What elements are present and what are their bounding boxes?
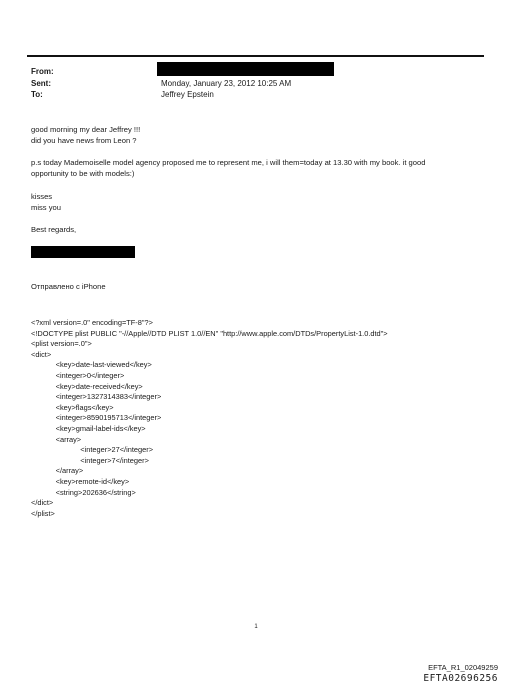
page-number: 1 (254, 624, 258, 630)
sent-label: Sent: (31, 79, 51, 88)
ps-line-1: p.s today Mademoiselle model agency proposed me to represent me, i will them=today at 13.30 with my book. it good (31, 158, 426, 167)
greeting-line-2: did you have news from Leon ? (31, 136, 137, 145)
to-label: To: (31, 90, 43, 99)
xml-line: <integer>0</integer> (31, 370, 125, 380)
to-value: Jeffrey Epstein (161, 90, 214, 99)
xml-line: <key>date-received</key> (31, 381, 143, 391)
signature-redaction (31, 246, 135, 258)
efta-reference-1: EFTA_R1_02049259 (428, 663, 498, 672)
xml-line: <key>remote-id</key> (31, 476, 130, 486)
xml-line: <integer>27</integer> (31, 445, 154, 455)
xml-line: <!DOCTYPE plist PUBLIC "-//Apple//DTD PLIST 1.0//EN" "http://www.apple.com/DTDs/PropertyList-1.0.dtd"> (31, 328, 388, 338)
regards-line: Best regards, (31, 225, 77, 234)
header-rule (27, 55, 484, 57)
miss-you-line: miss you (31, 203, 61, 212)
to-row (31, 90, 471, 100)
xml-line: <dict> (31, 349, 52, 359)
xml-line: <key>flags</key> (31, 402, 114, 412)
efta-reference-2: EFTA02696256 (423, 673, 498, 684)
xml-line: <array> (31, 434, 82, 444)
xml-line: </array> (31, 466, 84, 476)
xml-line: </plist> (31, 508, 55, 518)
xml-line: <key>gmail-label-ids</key> (31, 423, 146, 433)
greeting-line-1: good morning my dear Jeffrey !!! (31, 125, 141, 134)
xml-line: <key>date-last-viewed</key> (31, 360, 152, 370)
ps-line-2: opportunity to be with models:) (31, 169, 135, 178)
xml-plist-block (31, 318, 481, 519)
sent-value: Monday, January 23, 2012 10:25 AM (161, 79, 292, 88)
kisses-line: kisses (31, 192, 53, 201)
from-label: From: (31, 67, 54, 76)
xml-line: <integer>7</integer> (31, 455, 149, 465)
xml-line: </dict> (31, 498, 54, 508)
xml-line: <?xml version=.0" encoding=TF-8"?> (31, 318, 153, 327)
xml-line: <integer>1327314383</integer> (31, 392, 162, 402)
from-redaction (157, 62, 334, 76)
sent-row (31, 79, 471, 89)
sent-from-line: Отправлено с iPhone (31, 282, 106, 291)
xml-line: <plist version=.0"> (31, 339, 92, 349)
xml-line: <integer>8590195713</integer> (31, 413, 162, 423)
xml-line: <string>202636</string> (31, 487, 136, 497)
